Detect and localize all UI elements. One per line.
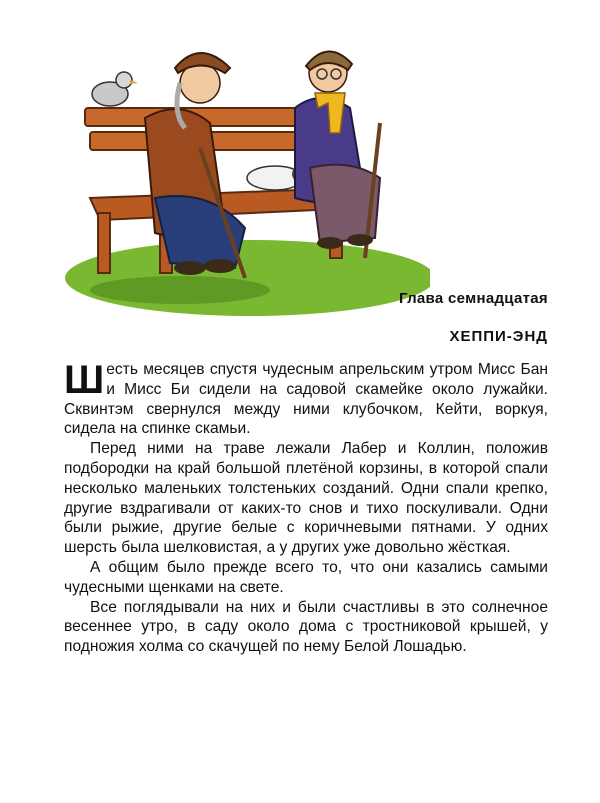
chapter-title: ХЕППИ-ЭНД xyxy=(449,328,548,345)
body-text xyxy=(64,360,548,657)
drop-cap: Ш xyxy=(64,358,104,402)
paragraph-4: Все поглядывали на них и были счастливы в это солнечное весеннее утро, в саду около дома с тростниковой крышей, у подножия холма со скачущей по нему Белой Лошадью. xyxy=(64,598,548,656)
paragraph-1-text: есть месяцев спустя чудесным апрельским утром Мисс Бан и Мисс Би сидели на садовой скамейке около лужайки. Сквинтэм свернулся между ними клубочком, Кейти, воркуя, сидела на спинке скамьи. xyxy=(64,361,548,438)
paragraph-3: А общим было прежде всего то, что они казались самыми чудесными щенками на свете. xyxy=(64,558,548,596)
paragraph-1 xyxy=(64,360,548,439)
illustration-bench-scene xyxy=(60,28,430,318)
chapter-label: Глава семнадцатая xyxy=(399,290,548,307)
paragraph-2: Перед ними на траве лежали Лабер и Коллин, положив подбородки на край большой плетёной корзины, в которой спали несколько маленьких толстеньких созданий. Одни спали крепко, другие вздрагивали от каких-то снов и тихо поскуливали. Одни были рыжие, другие белые с коричневыми пятнами. У одних шерсть была шелковистая, а у других уже довольно жёсткая. xyxy=(64,440,548,557)
